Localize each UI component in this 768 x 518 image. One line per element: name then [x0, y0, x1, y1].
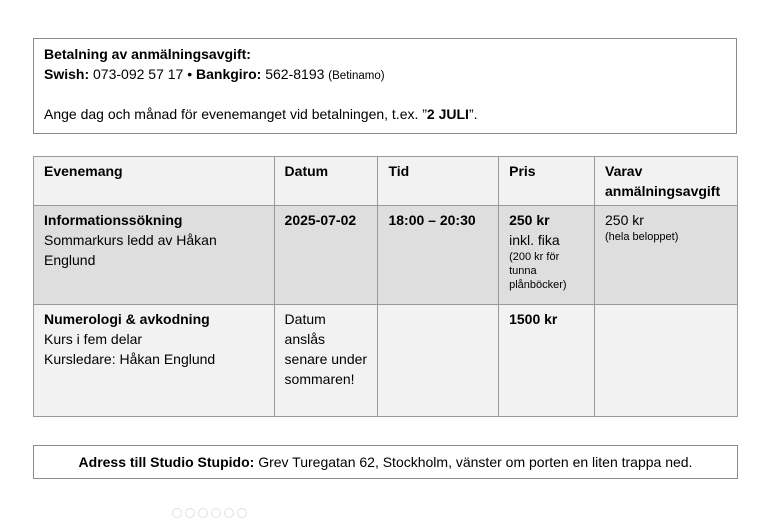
event-price: 1500 kr	[509, 311, 558, 327]
fee-cell	[595, 206, 738, 305]
event-date: 2025-07-02	[284, 212, 357, 228]
payment-info-box	[33, 38, 737, 134]
events-table	[33, 156, 738, 417]
bankgiro-note: (Betinamo)	[328, 70, 385, 82]
address-label: Adress till Studio Stupido:	[78, 454, 255, 470]
carousel-dots	[172, 508, 247, 518]
swish-label: Swish:	[44, 66, 90, 82]
price-cell	[499, 206, 595, 305]
event-cell	[34, 206, 275, 305]
payment-instruction: Ange dag och månad för evenemanget vid betalningen, t.ex. ”2 JULI”.	[44, 106, 478, 122]
dot-icon[interactable]	[185, 508, 195, 518]
header-time: Tid	[378, 157, 499, 206]
swish-number: 073-092 57 17 •	[89, 66, 196, 82]
payment-heading: Betalning av anmälningsavgift:	[44, 46, 251, 62]
fee-note: (hela beloppet)	[605, 231, 679, 243]
event-time: 18:00 – 20:30	[388, 212, 476, 228]
header-date: Datum	[274, 157, 378, 206]
table-header-row	[34, 157, 738, 206]
event-price: 250 kr	[509, 212, 550, 228]
event-description: Kurs i fem delar	[44, 331, 143, 347]
event-fee: 250 kr	[605, 212, 644, 228]
table-row	[34, 305, 738, 417]
event-description: Kursledare: Håkan Englund	[44, 351, 216, 367]
header-event: Evenemang	[34, 157, 275, 206]
price-discount-note: (200 kr för tunna plånböcker)	[509, 251, 567, 291]
bankgiro-number: 562-8193	[261, 66, 329, 82]
header-price: Pris	[499, 157, 595, 206]
event-cell	[34, 305, 275, 417]
address-value: Grev Turegatan 62, Stockholm, vänster om porten en liten trappa ned.	[254, 454, 693, 470]
header-fee: Varav anmälningsavgift	[595, 157, 738, 206]
address-box	[33, 445, 738, 479]
bankgiro-label: Bankgiro:	[196, 66, 262, 82]
event-date: Datum anslås senare under sommaren!	[284, 311, 368, 387]
event-title: Informationssökning	[44, 212, 183, 228]
price-note: inkl. fika	[509, 232, 560, 248]
dot-icon[interactable]	[211, 508, 221, 518]
dot-icon[interactable]	[172, 508, 182, 518]
event-description: Sommarkurs ledd av Håkan Englund	[44, 232, 217, 268]
dot-icon[interactable]	[224, 508, 234, 518]
dot-icon[interactable]	[198, 508, 208, 518]
table-row	[34, 206, 738, 305]
date-example: 2 JULI	[426, 106, 469, 122]
dot-icon[interactable]	[237, 508, 247, 518]
event-title: Numerologi & avkodning	[44, 311, 210, 327]
